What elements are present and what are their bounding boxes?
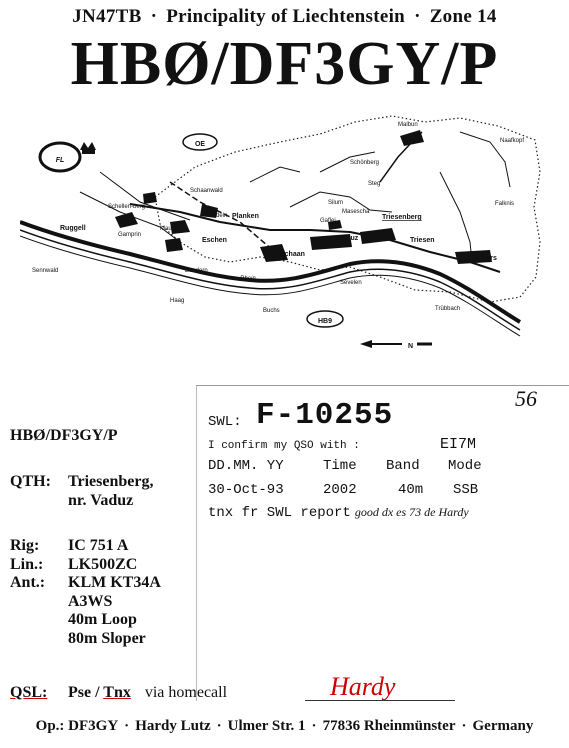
lin-label: Lin.: xyxy=(10,555,44,573)
antenna-item: 40m Loop xyxy=(68,611,137,628)
val-time: 2002 xyxy=(323,482,357,498)
svg-text:Ruggell: Ruggell xyxy=(60,225,86,232)
svg-text:Rhein: Rhein xyxy=(240,276,256,282)
qsl-sep: / xyxy=(95,684,100,701)
equipment-block xyxy=(10,537,161,648)
fl-logo xyxy=(40,142,96,171)
svg-text:Sennwald: Sennwald xyxy=(32,268,59,274)
qsl-via: via homecall xyxy=(144,684,228,701)
svg-text:Falknis: Falknis xyxy=(495,201,515,207)
svg-text:Masescha: Masescha xyxy=(342,209,370,215)
antenna-item: KLM KT34A xyxy=(68,574,161,591)
qso-table xyxy=(208,458,568,498)
svg-text:Schaanwald: Schaanwald xyxy=(190,188,223,194)
lin-value: LK500ZC xyxy=(68,555,138,573)
liechtenstein-map xyxy=(20,112,560,357)
svg-text:Steg: Steg xyxy=(368,181,381,187)
svg-text:Balzers: Balzers xyxy=(472,255,497,262)
country-name: Principality of Liechtenstein xyxy=(166,6,406,27)
hdr-time: Time xyxy=(323,458,357,474)
qth-line2: nr. Vaduz xyxy=(68,492,134,509)
svg-text:Schellen-berg: Schellen-berg xyxy=(108,204,146,210)
ant-label: Ant.: xyxy=(10,574,46,591)
qth-label: QTH: xyxy=(10,473,51,490)
footer-op: Op.: DF3GY xyxy=(35,718,119,734)
val-date: 30-Oct-93 xyxy=(208,482,284,498)
callsign-title: HBØ/DF3GY/P xyxy=(70,30,499,98)
hdr-band: Band xyxy=(386,458,420,474)
svg-text:Naafkopf: Naafkopf xyxy=(500,138,525,144)
hdr-mode: Mode xyxy=(448,458,482,474)
svg-text:Planken: Planken xyxy=(232,213,259,220)
qsl-tnx: Tnx xyxy=(103,684,131,701)
footer-country: Germany xyxy=(472,718,534,734)
svg-text:Sevelen: Sevelen xyxy=(340,280,362,286)
svg-text:Triesen: Triesen xyxy=(410,237,435,244)
signature: Hardy xyxy=(330,672,396,701)
svg-text:Vaduz: Vaduz xyxy=(338,235,359,242)
qth-block xyxy=(10,472,153,510)
svg-text:Nendeln: Nendeln xyxy=(205,213,228,219)
svg-text:Mauren: Mauren xyxy=(160,226,181,232)
svg-text:Malbun: Malbun xyxy=(398,122,418,128)
hdr-date: DD.MM. YY xyxy=(208,458,284,474)
oe-badge xyxy=(183,134,217,150)
svg-text:FL: FL xyxy=(55,157,65,164)
confirm-text: I confirm my QSO with : xyxy=(208,440,360,452)
svg-text:HB9: HB9 xyxy=(317,318,333,325)
val-band: 40m xyxy=(398,482,424,498)
hb9-badge xyxy=(307,311,343,327)
antenna-item: A3WS xyxy=(68,592,113,610)
tnx-handwritten: good dx es 73 de Hardy xyxy=(354,505,469,519)
footer-city: 77836 Rheinmünster xyxy=(322,718,456,734)
svg-text:Haag: Haag xyxy=(170,298,185,304)
grid-locator: JN47TB xyxy=(72,6,142,27)
svg-text:OE: OE xyxy=(194,141,206,148)
tnx-text: tnx fr SWL report xyxy=(208,505,351,521)
svg-text:Triesenberg: Triesenberg xyxy=(382,214,422,221)
north-arrow xyxy=(360,340,432,350)
svg-text:Trübbach: Trübbach xyxy=(435,306,461,312)
svg-text:Eschen: Eschen xyxy=(202,237,227,244)
operator-footer: Op.: DF3GY · Hardy Lutz · Ulmer Str. 1 · 77836 Rheinmünster · Germany xyxy=(35,718,534,734)
svg-text:Buchs: Buchs xyxy=(263,308,280,314)
svg-text:N: N xyxy=(408,343,414,350)
svg-text:Silum: Silum xyxy=(328,200,344,206)
zone: Zone 14 xyxy=(429,6,497,27)
svg-text:Schaan: Schaan xyxy=(280,251,305,258)
qsl-line xyxy=(10,683,227,702)
handwritten-note: 56 xyxy=(515,386,537,411)
footer-name: Hardy Lutz xyxy=(135,718,211,734)
swl-label: SWL: xyxy=(208,414,242,430)
svg-text:Bendern: Bendern xyxy=(185,268,208,274)
worked-callsign: EI7M xyxy=(440,436,477,453)
footer-street: Ulmer Str. 1 xyxy=(227,718,306,734)
rig-value: IC 751 A xyxy=(68,537,129,554)
val-mode: SSB xyxy=(453,482,479,498)
tnx-line xyxy=(208,505,469,521)
qth-line1: Triesenberg, xyxy=(68,473,154,490)
svg-text:Gaflei: Gaflei xyxy=(320,218,336,224)
antenna-item: 80m Sloper xyxy=(68,629,146,647)
qsl-pse: Pse xyxy=(68,684,92,701)
station-callsign: HBØ/DF3GY/P xyxy=(10,427,118,444)
swl-number: F-10255 xyxy=(256,398,394,433)
svg-text:Schönberg: Schönberg xyxy=(350,160,380,166)
qsl-label: QSL: xyxy=(10,684,48,701)
rig-label: Rig: xyxy=(10,537,40,554)
header-line: JN47TB · Principality of Liechtenstein · Zone 14 xyxy=(72,6,497,27)
svg-text:Gamprin: Gamprin xyxy=(118,232,142,238)
